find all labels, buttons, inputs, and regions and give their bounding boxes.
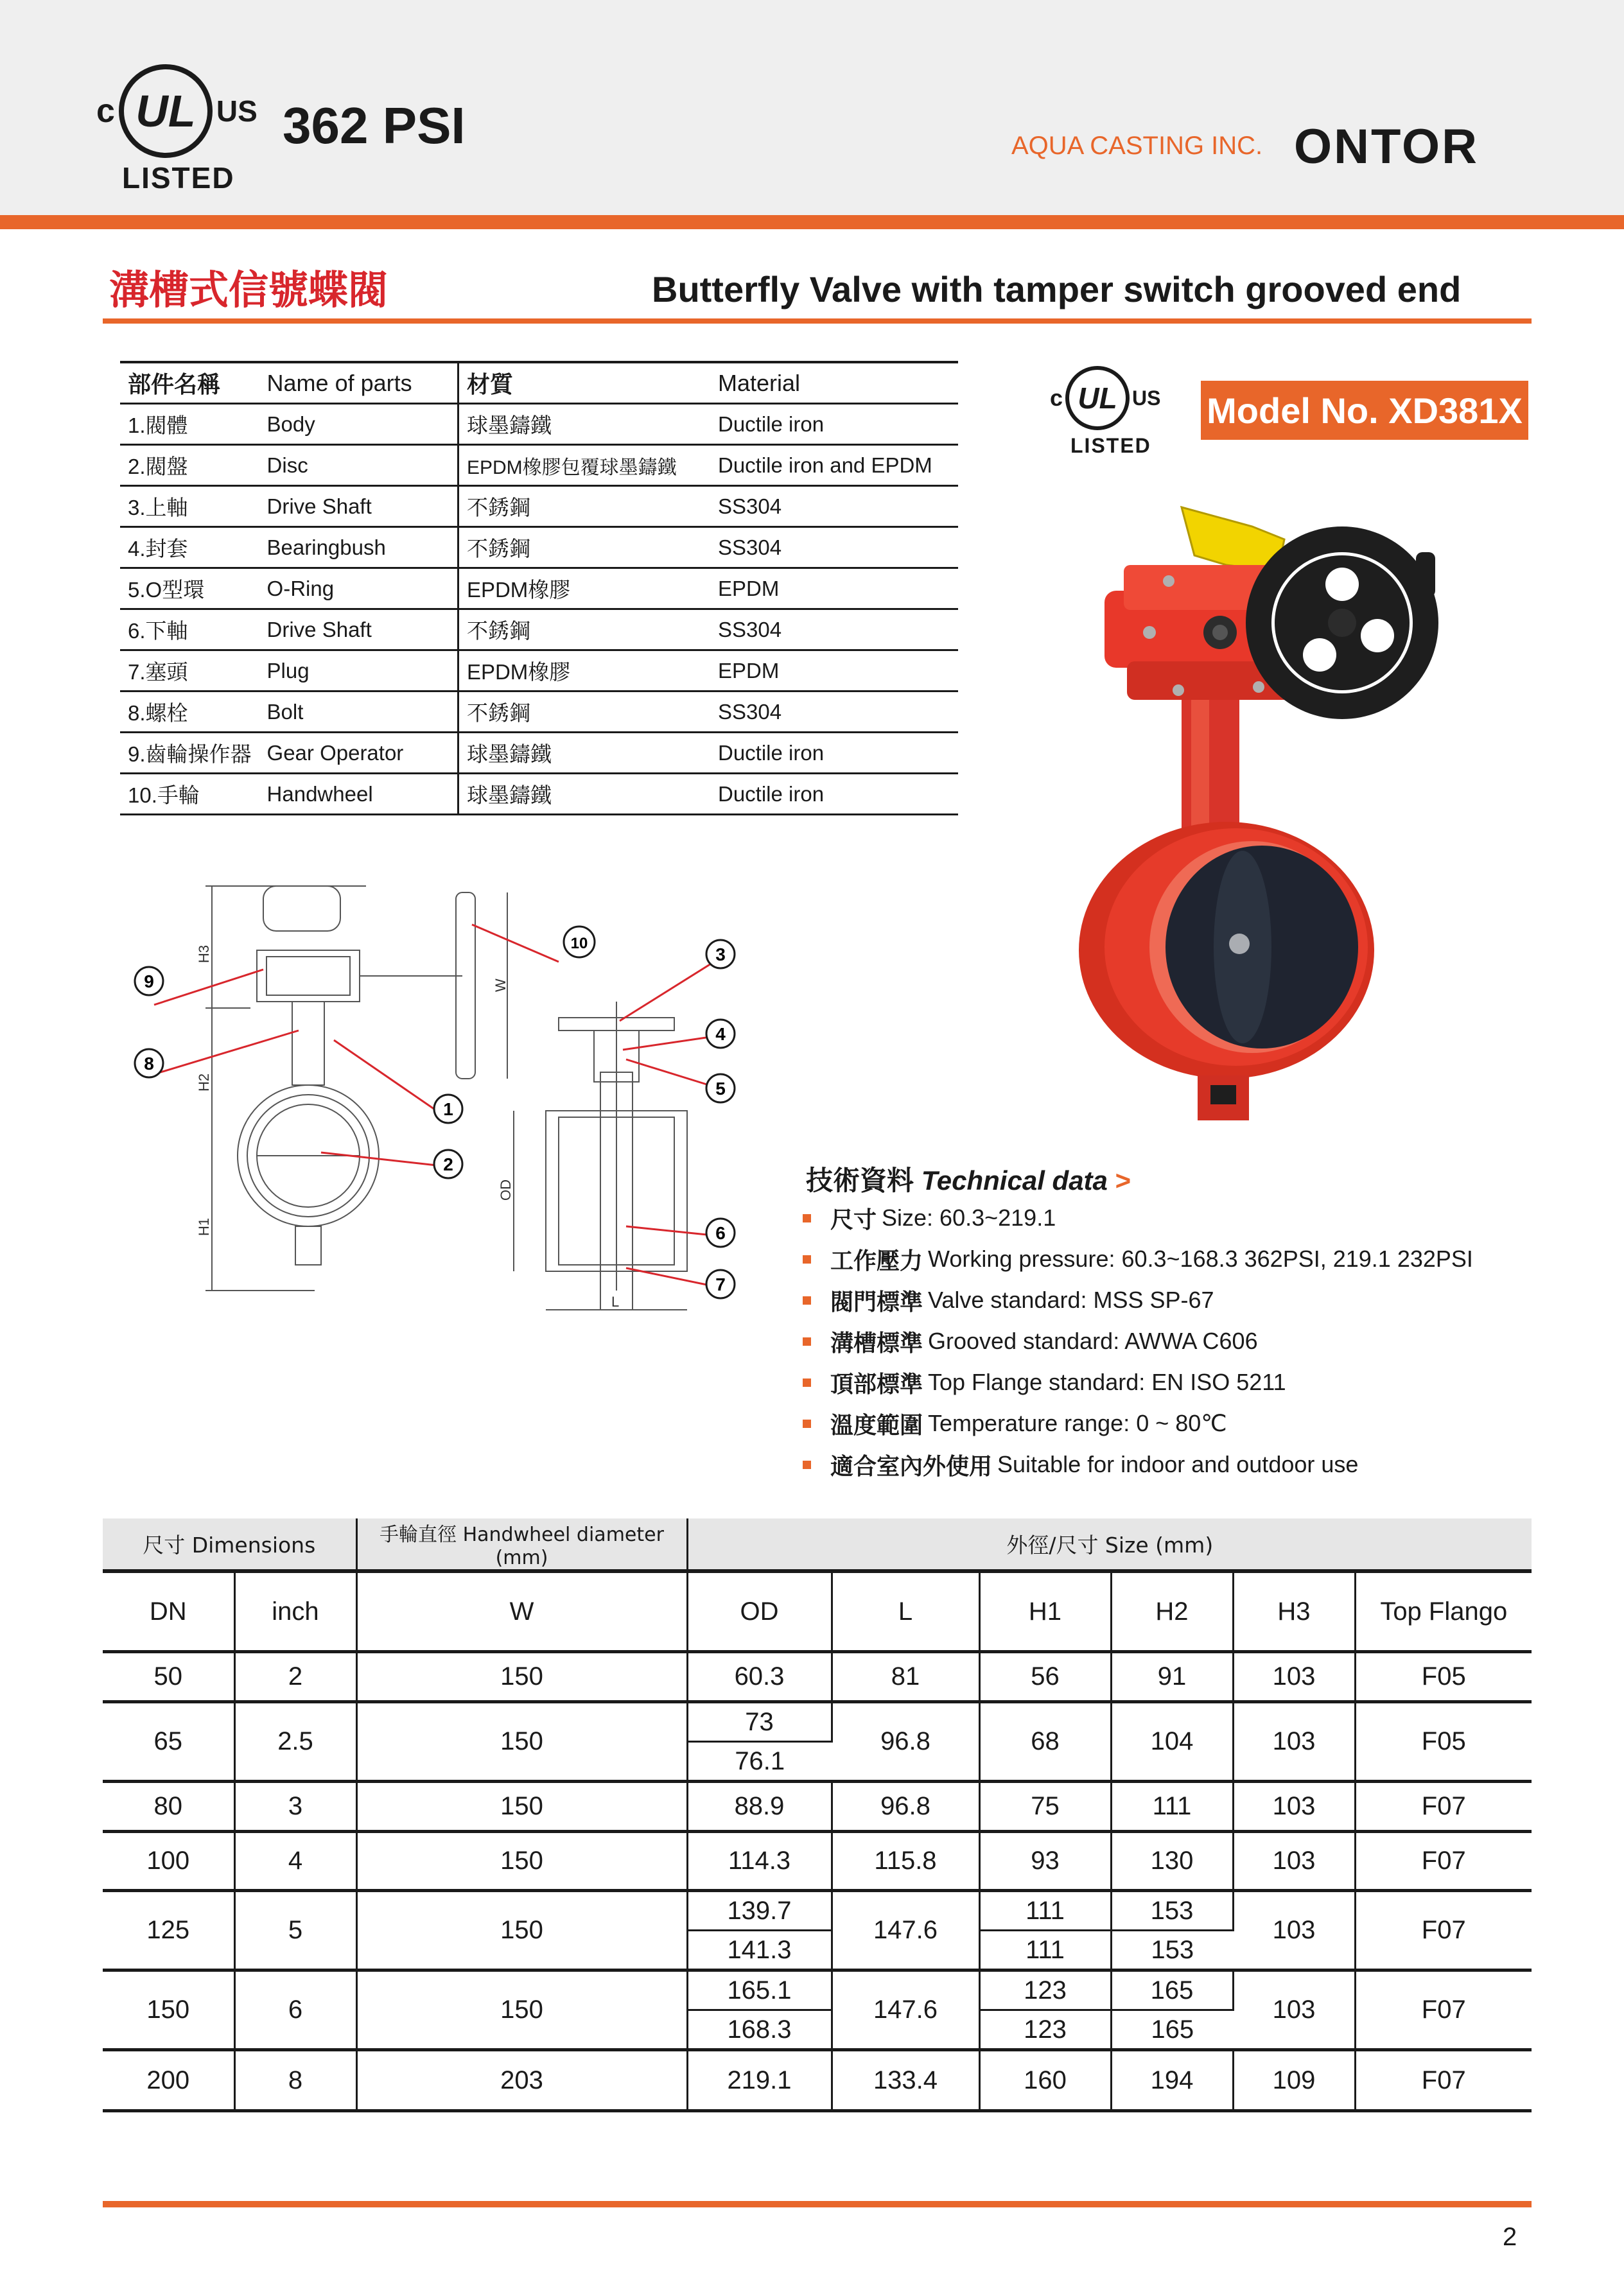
cell-l: 81 xyxy=(832,1652,979,1702)
cell-w: 150 xyxy=(356,1782,687,1832)
dimensions-table xyxy=(103,1518,1532,2112)
dim-label-w: W xyxy=(493,978,509,992)
spec-label-cn: 閥門標準 xyxy=(830,1289,923,1316)
bullet-icon xyxy=(803,1461,811,1469)
svg-text:2: 2 xyxy=(443,1154,453,1174)
col-header: H3 xyxy=(1233,1571,1355,1652)
part-name: Drive Shaft xyxy=(259,609,458,650)
material-cn: 球墨鑄鐵 xyxy=(458,404,710,445)
table-row xyxy=(103,1891,1532,1931)
cell-dn: 100 xyxy=(103,1832,234,1891)
cell-l: 115.8 xyxy=(832,1832,979,1891)
cell-od: 165.1 xyxy=(687,1970,832,2010)
callout-6 xyxy=(706,1219,735,1247)
table-row xyxy=(120,486,958,527)
part-number-cn: 9.齒輪操作器 xyxy=(120,733,259,774)
table-row xyxy=(120,527,958,568)
cell-inch: 8 xyxy=(234,2050,356,2111)
cell-h2: 111 xyxy=(1111,1782,1233,1832)
cell-h2: 104 xyxy=(1111,1702,1233,1782)
ul-logo-icon xyxy=(119,64,213,158)
dim-label-h2: H2 xyxy=(196,1073,212,1091)
svg-text:1: 1 xyxy=(443,1099,453,1119)
callout-10 xyxy=(564,926,595,957)
cell-l: 133.4 xyxy=(832,2050,979,2111)
title-english: Butterfly Valve with tamper switch grooved end xyxy=(652,269,1462,309)
col-header: OD xyxy=(687,1571,832,1652)
table-row xyxy=(103,1970,1532,2010)
parts-header-cell: 材質 xyxy=(458,363,710,404)
spec-label-cn: 適合室內外使用 xyxy=(830,1453,993,1480)
table-row xyxy=(120,691,958,733)
material-en: SS304 xyxy=(710,486,958,527)
cell-inch: 2 xyxy=(234,1652,356,1702)
callout-7 xyxy=(706,1270,735,1298)
cell-w: 150 xyxy=(356,1652,687,1702)
part-number-cn: 2.閥盤 xyxy=(120,445,259,486)
table-row xyxy=(103,1652,1532,1702)
cell-dn: 65 xyxy=(103,1702,234,1782)
bullet-icon xyxy=(803,1337,811,1346)
list-item xyxy=(803,1321,1473,1362)
parts-header-row xyxy=(120,363,958,404)
material-en: SS304 xyxy=(710,609,958,650)
cell-l: 96.8 xyxy=(832,1702,979,1782)
cell-h2: 165 xyxy=(1111,2010,1233,2050)
group-header-row xyxy=(103,1518,1532,1571)
cell-od: 88.9 xyxy=(687,1782,832,1832)
material-cn: EPDM橡膠 xyxy=(458,568,710,609)
part-name: Bolt xyxy=(259,691,458,733)
cell-h2: 153 xyxy=(1111,1891,1233,1931)
list-item xyxy=(803,1444,1473,1485)
table-row xyxy=(120,774,958,815)
material-en: EPDM xyxy=(710,568,958,609)
ul-logo-text: UL xyxy=(135,86,196,136)
cell-l: 147.6 xyxy=(832,1891,979,1970)
tech-title-cn: 技術資料 xyxy=(806,1165,914,1196)
cell-od: 219.1 xyxy=(687,2050,832,2111)
cell-h3: 103 xyxy=(1233,1702,1355,1782)
spec-label-cn: 溝槽標準 xyxy=(830,1330,923,1357)
svg-text:4: 4 xyxy=(715,1024,726,1044)
material-en: Ductile iron xyxy=(710,404,958,445)
cell-h3: 103 xyxy=(1233,1891,1355,1970)
ul-c-letter: c xyxy=(96,92,115,130)
cell-od: 139.7 xyxy=(687,1891,832,1931)
part-name: Body xyxy=(259,404,458,445)
cell-h2: 130 xyxy=(1111,1832,1233,1891)
material-cn: 不銹鋼 xyxy=(458,486,710,527)
cell-w: 150 xyxy=(356,1970,687,2050)
technical-drawing xyxy=(122,880,751,1329)
part-name: Disc xyxy=(259,445,458,486)
part-number-cn: 8.螺栓 xyxy=(120,691,259,733)
table-row xyxy=(120,733,958,774)
ul-logo-text: UL xyxy=(1078,381,1117,415)
table-row xyxy=(120,609,958,650)
ul-listed-mark-header xyxy=(96,51,263,199)
spec-value: Suitable for indoor and outdoor use xyxy=(997,1451,1359,1477)
material-cn: EPDM橡膠 xyxy=(458,650,710,691)
svg-text:9: 9 xyxy=(144,971,154,991)
parts-table xyxy=(120,363,958,815)
svg-text:3: 3 xyxy=(715,944,726,964)
cell-w: 150 xyxy=(356,1702,687,1782)
group-header-handwheel: 手輪直徑 Handwheel diameter (mm) xyxy=(356,1518,687,1571)
cell-dn: 150 xyxy=(103,1970,234,2050)
material-cn: EPDM橡膠包覆球墨鑄鐵 xyxy=(458,445,710,486)
col-header: DN xyxy=(103,1571,234,1652)
cell-od: 73 xyxy=(687,1702,832,1742)
bullet-icon xyxy=(803,1420,811,1428)
part-number-cn: 5.O型環 xyxy=(120,568,259,609)
cell-inch: 5 xyxy=(234,1891,356,1970)
cell-h1: 111 xyxy=(979,1891,1111,1931)
cell-h3: 103 xyxy=(1233,1832,1355,1891)
callout-8 xyxy=(135,1049,163,1077)
spec-value: Top Flange standard: EN ISO 5211 xyxy=(928,1369,1286,1395)
ul-us-letters: US xyxy=(1132,386,1161,410)
cell-h3: 109 xyxy=(1233,2050,1355,2111)
list-item xyxy=(803,1403,1473,1444)
cell-h1: 160 xyxy=(979,2050,1111,2111)
cell-flange: F07 xyxy=(1355,2050,1532,2111)
cell-h1: 93 xyxy=(979,1832,1111,1891)
cell-w: 150 xyxy=(356,1891,687,1970)
cell-w: 150 xyxy=(356,1832,687,1891)
cell-od: 114.3 xyxy=(687,1832,832,1891)
chevron-right-icon: > xyxy=(1115,1165,1131,1196)
col-header: H1 xyxy=(979,1571,1111,1652)
ul-us-letters: US xyxy=(216,94,258,128)
cell-inch: 3 xyxy=(234,1782,356,1832)
callout-2 xyxy=(434,1150,462,1178)
material-en: Ductile iron xyxy=(710,774,958,815)
bullet-icon xyxy=(803,1296,811,1305)
callout-3 xyxy=(706,940,735,968)
cell-inch: 6 xyxy=(234,1970,356,2050)
part-name: Bearingbush xyxy=(259,527,458,568)
material-en: SS304 xyxy=(710,691,958,733)
col-header: L xyxy=(832,1571,979,1652)
cell-h2: 165 xyxy=(1111,1970,1233,2010)
cell-dn: 200 xyxy=(103,2050,234,2111)
cell-h3: 103 xyxy=(1233,1652,1355,1702)
cell-l: 147.6 xyxy=(832,1970,979,2050)
svg-text:7: 7 xyxy=(715,1274,726,1294)
callout-5 xyxy=(706,1074,735,1102)
list-item xyxy=(803,1362,1473,1403)
cell-h1: 123 xyxy=(979,1970,1111,2010)
group-header-size: 外徑/尺寸 Size (mm) xyxy=(687,1518,1532,1571)
part-number-cn: 7.塞頭 xyxy=(120,650,259,691)
table-row xyxy=(103,1782,1532,1832)
callout-1 xyxy=(434,1095,462,1123)
material-en: Ductile iron xyxy=(710,733,958,774)
material-cn: 不銹鋼 xyxy=(458,527,710,568)
spec-value: Valve standard: MSS SP-67 xyxy=(928,1287,1214,1313)
dim-label-od: OD xyxy=(498,1179,514,1201)
cell-dn: 125 xyxy=(103,1891,234,1970)
cell-od: 141.3 xyxy=(687,1931,832,1970)
part-name: Handwheel xyxy=(259,774,458,815)
parts-header-cell: Material xyxy=(710,363,958,404)
dimensions-table-container xyxy=(103,1518,1532,2112)
cell-w: 203 xyxy=(356,2050,687,2111)
col-header: inch xyxy=(234,1571,356,1652)
table-row xyxy=(103,1702,1532,1742)
parts-header-cell: Name of parts xyxy=(259,363,458,404)
table-row xyxy=(120,650,958,691)
tech-data-heading xyxy=(806,1160,1131,1198)
part-name: Gear Operator xyxy=(259,733,458,774)
part-number-cn: 6.下軸 xyxy=(120,609,259,650)
bullet-icon xyxy=(803,1378,811,1387)
dim-label-h1: H1 xyxy=(196,1217,212,1236)
tech-title-en: Technical data xyxy=(921,1165,1108,1196)
cell-flange: F05 xyxy=(1355,1702,1532,1782)
brand-logo: ONTOR xyxy=(1294,119,1480,174)
part-name: Plug xyxy=(259,650,458,691)
cell-h1: 111 xyxy=(979,1931,1111,1970)
spec-label-cn: 頂部標準 xyxy=(830,1371,923,1398)
tech-data-list xyxy=(803,1197,1473,1485)
footer-rule xyxy=(103,2201,1532,2207)
group-header-dimensions: 尺寸 Dimensions xyxy=(103,1518,356,1571)
svg-text:6: 6 xyxy=(715,1223,726,1243)
part-number-cn: 4.封套 xyxy=(120,527,259,568)
spec-label-cn: 尺寸 xyxy=(830,1206,877,1233)
parts-header-cell: 部件名稱 xyxy=(120,363,259,404)
cell-flange: F07 xyxy=(1355,1970,1532,2050)
cell-h1: 68 xyxy=(979,1702,1111,1782)
table-row xyxy=(120,445,958,486)
part-name: Drive Shaft xyxy=(259,486,458,527)
material-cn: 球墨鑄鐵 xyxy=(458,733,710,774)
dim-label-h3: H3 xyxy=(196,944,212,963)
spec-label-cn: 工作壓力 xyxy=(830,1248,923,1274)
cell-od: 60.3 xyxy=(687,1652,832,1702)
cell-h1: 75 xyxy=(979,1782,1111,1832)
column-header-row xyxy=(103,1571,1532,1652)
bullet-icon xyxy=(803,1214,811,1222)
cell-h3: 103 xyxy=(1233,1970,1355,2050)
cell-h2: 91 xyxy=(1111,1652,1233,1702)
cell-h1: 123 xyxy=(979,2010,1111,2050)
cell-h2: 194 xyxy=(1111,2050,1233,2111)
dim-label-l: L xyxy=(611,1294,620,1310)
cell-dn: 80 xyxy=(103,1782,234,1832)
part-number-cn: 3.上軸 xyxy=(120,486,259,527)
spec-value: Grooved standard: AWWA C606 xyxy=(928,1328,1258,1354)
cell-h2: 153 xyxy=(1111,1931,1233,1970)
callout-4 xyxy=(706,1020,735,1048)
cell-od: 76.1 xyxy=(687,1742,832,1782)
material-en: EPDM xyxy=(710,650,958,691)
bullet-icon xyxy=(803,1255,811,1264)
header-divider xyxy=(0,215,1624,229)
parts-table-container xyxy=(120,361,958,815)
part-name: O-Ring xyxy=(259,568,458,609)
title-underline xyxy=(103,318,1532,324)
table-row xyxy=(103,2050,1532,2111)
table-row xyxy=(120,568,958,609)
list-item xyxy=(803,1280,1473,1321)
spec-value: Temperature range: 0 ~ 80℃ xyxy=(928,1410,1227,1436)
spec-value: Size: 60.3~219.1 xyxy=(882,1205,1056,1231)
material-cn: 不銹鋼 xyxy=(458,609,710,650)
cell-inch: 4 xyxy=(234,1832,356,1891)
list-item xyxy=(803,1239,1473,1280)
svg-text:10: 10 xyxy=(570,935,588,952)
svg-text:5: 5 xyxy=(715,1079,726,1099)
material-en: SS304 xyxy=(710,527,958,568)
cell-od: 168.3 xyxy=(687,2010,832,2050)
cell-h3: 103 xyxy=(1233,1782,1355,1832)
cell-flange: F07 xyxy=(1355,1782,1532,1832)
cell-flange: F07 xyxy=(1355,1891,1532,1970)
callout-9 xyxy=(135,967,163,995)
col-header: H2 xyxy=(1111,1571,1233,1652)
col-header: W xyxy=(356,1571,687,1652)
table-row xyxy=(120,404,958,445)
ul-listed-label: LISTED xyxy=(1070,434,1151,457)
page-number: 2 xyxy=(1503,2223,1517,2251)
company-name: AQUA CASTING INC. xyxy=(1011,132,1263,160)
spec-value: Working pressure: 60.3~168.3 362PSI, 219.1 232PSI xyxy=(928,1246,1473,1272)
model-number-badge: Model No. XD381X xyxy=(1201,381,1528,440)
pressure-rating: 362 PSI xyxy=(283,97,466,154)
ul-listed-label: LISTED xyxy=(122,161,235,195)
material-cn: 球墨鑄鐵 xyxy=(458,774,710,815)
title-chinese: 溝槽式信號蝶閥 xyxy=(109,266,389,313)
table-row xyxy=(103,1832,1532,1891)
material-en: Ductile iron and EPDM xyxy=(710,445,958,486)
ul-listed-mark-model xyxy=(1050,366,1178,462)
ul-c-letter: c xyxy=(1050,385,1063,411)
cell-l: 96.8 xyxy=(832,1782,979,1832)
ul-logo-icon xyxy=(1065,366,1130,430)
cell-flange: F07 xyxy=(1355,1832,1532,1891)
cell-h1: 56 xyxy=(979,1652,1111,1702)
part-number-cn: 1.閥體 xyxy=(120,404,259,445)
list-item xyxy=(803,1197,1473,1239)
spec-label-cn: 溫度範圍 xyxy=(830,1412,923,1439)
col-header: Top Flango xyxy=(1355,1571,1532,1652)
cell-inch: 2.5 xyxy=(234,1702,356,1782)
cell-flange: F05 xyxy=(1355,1652,1532,1702)
cell-dn: 50 xyxy=(103,1652,234,1702)
material-cn: 不銹鋼 xyxy=(458,691,710,733)
valve-product-image xyxy=(1066,494,1464,1130)
svg-text:8: 8 xyxy=(144,1054,154,1074)
part-number-cn: 10.手輪 xyxy=(120,774,259,815)
